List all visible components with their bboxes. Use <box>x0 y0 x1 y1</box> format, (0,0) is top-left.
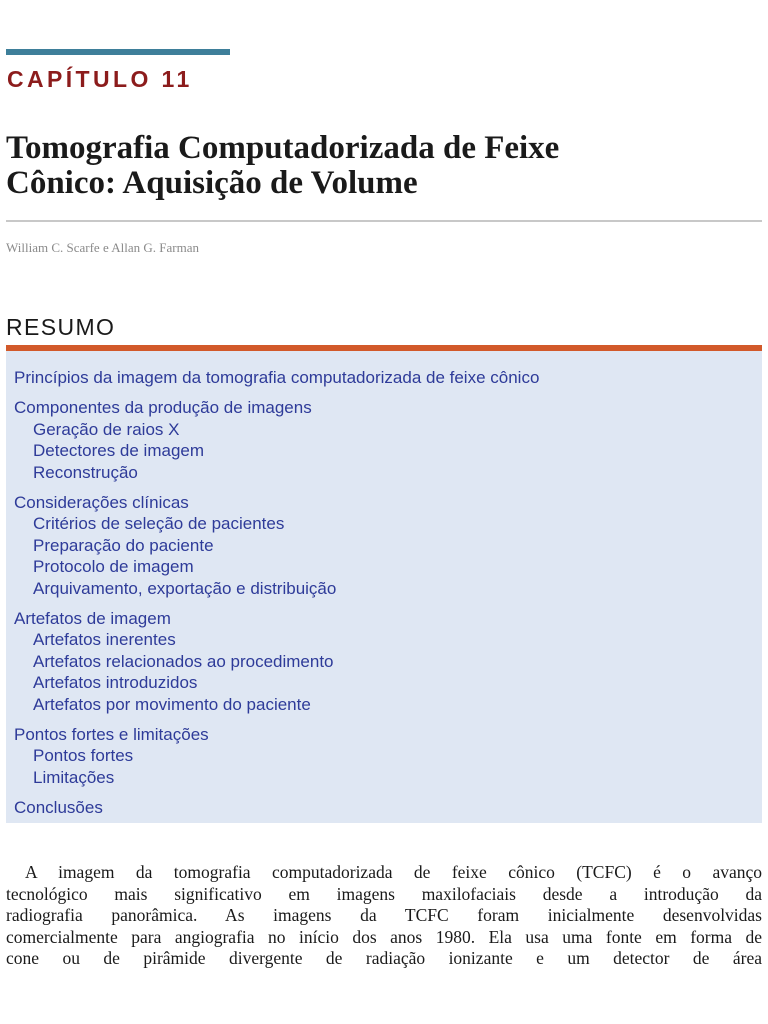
body-line: comercialmente para angiografia no início dos anos 1980. Ela usa uma fonte em forma de <box>6 926 762 947</box>
toc-section-link[interactable]: Pontos fortes e limitações <box>14 724 209 744</box>
toc-subsection-link[interactable]: Detectores de imagem <box>33 441 205 460</box>
body-line: A imagem da tomografia computadorizada de feixe cônico (TCFC) é o avanço <box>25 862 762 882</box>
toc-section-link[interactable]: Artefatos de imagem <box>14 608 171 628</box>
chapter-accent-bar <box>6 49 230 55</box>
toc-section-link[interactable]: Princípios da imagem da tomografia computadorizada de feixe cônico <box>14 368 540 387</box>
toc-subsection-link[interactable]: Artefatos por movimento do paciente <box>33 694 311 714</box>
title-divider <box>6 220 762 222</box>
chapter-authors: William C. Scarfe e Allan G. Farman <box>6 240 199 255</box>
toc-subsection-link[interactable]: Preparação do paciente <box>33 535 214 555</box>
toc-subsection-link[interactable]: Limitações <box>33 767 115 787</box>
chapter-label: CAPÍTULO 11 <box>7 66 193 92</box>
toc-subsection-link[interactable]: Critérios de seleção de pacientes <box>33 514 285 533</box>
body-paragraph <box>6 862 762 970</box>
toc-subsection-link[interactable]: Artefatos relacionados ao procedimento <box>33 651 334 671</box>
toc-subsection-link[interactable]: Arquivamento, exportação e distribuição <box>33 578 337 598</box>
resumo-box <box>6 345 762 823</box>
toc-subsection-link[interactable]: Protocolo de imagem <box>33 557 194 576</box>
toc-section-link[interactable]: Componentes da produção de imagens <box>14 398 312 417</box>
toc-subsection-link[interactable]: Pontos fortes <box>33 746 134 765</box>
toc-section-link[interactable]: Considerações clínicas <box>14 492 189 512</box>
toc-subsection-link[interactable]: Artefatos introduzidos <box>33 673 198 692</box>
resumo-heading: RESUMO <box>6 314 116 340</box>
toc-subsection-link[interactable]: Geração de raios X <box>33 419 180 439</box>
chapter-title-line: Cônico: Aquisição de Volume <box>6 165 418 201</box>
chapter-title <box>6 131 762 201</box>
table-of-contents <box>14 367 539 818</box>
body-line: cone ou de pirâmide divergente de radiação ionizante e um detector de área <box>6 948 762 969</box>
toc-subsection-link[interactable]: Artefatos inerentes <box>33 630 176 649</box>
body-line: tecnológico mais significativo em imagens maxilofaciais desde a introdução da <box>6 883 762 904</box>
body-line: radiografia panorâmica. As imagens da TCFC foram inicialmente desenvolvidas <box>6 905 762 926</box>
toc-section-link[interactable]: Conclusões <box>14 797 103 817</box>
toc-subsection-link[interactable]: Reconstrução <box>33 462 138 482</box>
chapter-title-line: Tomografia Computadorizada de Feixe <box>6 130 560 166</box>
